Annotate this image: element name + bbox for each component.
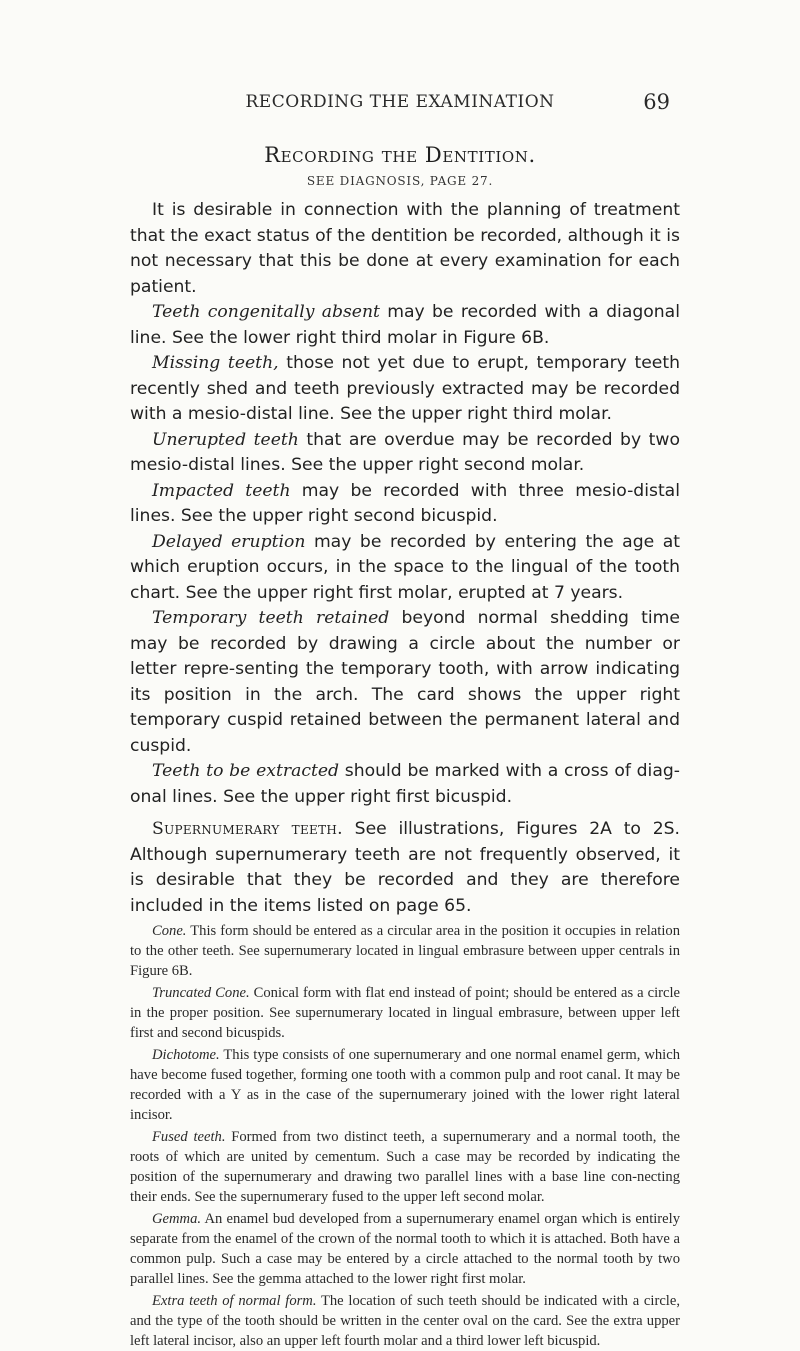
supernumerary-paragraph: Supernumerary teeth. See illustrations, Figures 2A to 2S. Although supernumerary teeth are not frequently observed, it is desirable that they be recorded and they are therefore included in the items listed on page 65. [130, 819, 681, 916]
section-title: Recording the Dentition. [264, 143, 536, 167]
page-number: 69 [643, 90, 670, 114]
type-lead: Gemma. [152, 1211, 202, 1227]
paragraph: It is desirable in connection with the planning of treatment that the exact status of the dentition be recorded, although it is not necessary that this be done at every examination for each patient. [130, 200, 680, 297]
type-paragraph: Truncated Cone. Conical form with flat end instead of point; should be entered as a circle in the proper position. See supernumerary located in lingual embrasure, between upper left first and second bicuspids. [130, 985, 680, 1041]
page-header [0, 92, 800, 118]
paragraph: Impacted teeth may be recorded with three mesio-distal lines. See the upper right second bicuspid. [130, 480, 680, 526]
paragraph: Teeth to be extracted should be marked with a cross of diag-onal lines. See the upper right first bicuspid. [130, 761, 680, 807]
supernumerary-heading: Supernumerary teeth. [152, 819, 343, 839]
paragraph-lead: Teeth congenitally absent [152, 302, 380, 322]
paragraph: Temporary teeth retained beyond normal shedding time may be recorded by drawing a circle about the number or letter repre-senting the temporary tooth, with arrow indicating its position in the arch. The card shows the upper right temporary cuspid retained between the permanent lateral and cuspid. [130, 608, 680, 756]
type-lead: Cone. [152, 923, 187, 939]
paragraph-lead: Impacted teeth [152, 480, 291, 501]
section-subtitle: SEE DIAGNOSIS, PAGE 27. [306, 174, 494, 188]
type-paragraph: Cone. This form should be entered as a circular area in the position it occupies in relation to the other teeth. See supernumerary located in lingual embrasure between upper centrals in Figure 6B. [130, 923, 680, 979]
paragraph: Unerupted teeth that are overdue may be recorded by two mesio-distal lines. See the upper right second molar. [130, 429, 680, 475]
running-head: RECORDING THE EXAMINATION [245, 92, 555, 112]
paragraph-lead: Teeth to be extracted [152, 761, 340, 781]
type-paragraph: Extra teeth of normal form. The location of such teeth should be indicated with a circle, and the type of the tooth should be written in the center oval on the card. See the extra upper left lateral incisor, also an upper left fourth molar and a third lower left bicuspid. [130, 1293, 680, 1349]
paragraph-lead: Missing teeth, [152, 353, 279, 373]
paragraph: Delayed eruption may be recorded by entering the age at which eruption occurs, in the space to the lingual of the tooth chart. See the upper right first molar, erupted at 7 years. [130, 531, 681, 603]
type-lead: Truncated Cone. [152, 985, 250, 1001]
paragraph: Teeth congenitally absent may be recorded with a diagonal line. See the lower right third molar in Figure 6B. [130, 302, 680, 348]
body-text [130, 198, 680, 1351]
type-paragraph: Dichotome. This type consists of one supernumerary and one normal enamel germ, which have become fused together, forming one tooth with a common pulp and root canal. It may be recorded with a Y as in the case of the supernumerary joined with the lower right lateral incisor. [130, 1047, 680, 1123]
paragraph: Missing teeth, those not yet due to erupt, temporary teeth recently shed and teeth previously extracted may be recorded with a mesio-distal line. See the upper right third molar. [130, 353, 680, 424]
paragraph-lead: Delayed eruption [152, 531, 306, 552]
type-paragraph: Gemma. An enamel bud developed from a supernumerary enamel organ which is entirely separate from the enamel of the crown of the normal tooth to which it is attached. Both have a common pulp. Such a case may be entered by a circle attached to the normal tooth by two parallel lines. See the gemma attached to the lower right first molar. [130, 1211, 680, 1287]
paragraph-lead: Temporary teeth retained [152, 608, 390, 628]
type-paragraph: Fused teeth. Formed from two distinct teeth, a supernumerary and a normal tooth, the roots of which are united by cementum. Such a case may be recorded by indicating the position of the supernumerary and drawing two parallel lines with a base line con-necting their ends. See the supernumerary fused to the upper left second molar. [130, 1129, 680, 1205]
type-lead: Fused teeth. [152, 1129, 226, 1145]
type-lead: Extra teeth of normal form. [152, 1293, 317, 1309]
paragraph-lead: Unerupted teeth [152, 429, 299, 450]
type-lead: Dichotome. [152, 1047, 220, 1063]
